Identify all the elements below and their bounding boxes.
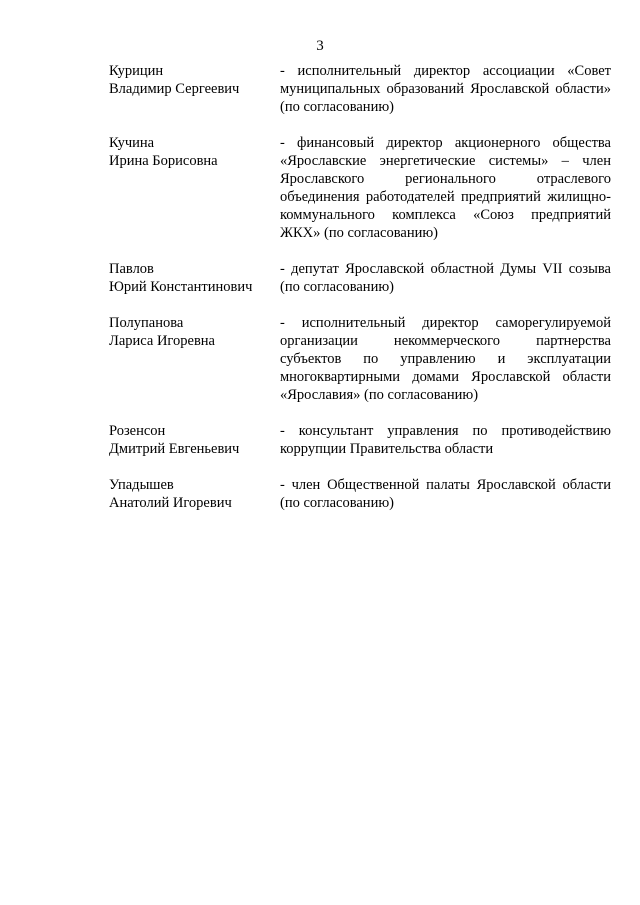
member-description: - исполнительный директор ассоциации «Совет муниципальных образований Ярославской области» (по согласованию) bbox=[280, 63, 611, 115]
member-name bbox=[109, 260, 280, 296]
member-entry bbox=[109, 134, 611, 242]
member-entry bbox=[109, 314, 611, 404]
member-name bbox=[109, 134, 280, 242]
member-description: - исполнительный директор саморегулируемой организации некоммерческого партнерства субъектов по управлению и эксплуатации многоквартирными домами Ярославской области «Ярославия» (по согласованию) bbox=[280, 315, 611, 403]
member-surname: Курицин bbox=[109, 63, 164, 79]
member-surname: Павлов bbox=[109, 261, 154, 277]
member-given-names: Анатолий Игоревич bbox=[109, 495, 232, 511]
page-number: 3 bbox=[316, 38, 324, 54]
member-given-names: Лариса Игоревна bbox=[109, 333, 215, 349]
member-name bbox=[109, 476, 280, 512]
member-entry bbox=[109, 62, 611, 116]
member-surname: Полупанова bbox=[109, 315, 184, 331]
member-entry bbox=[109, 422, 611, 458]
member-description: - депутат Ярославской областной Думы VII созыва (по согласованию) bbox=[280, 261, 611, 295]
member-name bbox=[109, 422, 280, 458]
member-entry bbox=[109, 260, 611, 296]
member-name bbox=[109, 62, 280, 116]
member-surname: Кучина bbox=[109, 135, 155, 151]
member-description: - консультант управления по противодействию коррупции Правительства области bbox=[280, 423, 611, 457]
member-given-names: Владимир Сергеевич bbox=[109, 81, 240, 97]
member-description: - финансовый директор акционерного общества «Ярославские энергетические системы» – член Ярославского регионального отраслевого объединения работодателей предприятий жилищно-коммунального комплекса «Союз предприятий ЖКХ» (по согласованию) bbox=[280, 135, 611, 241]
member-given-names: Юрий Константинович bbox=[109, 279, 253, 295]
member-description: - член Общественной палаты Ярославской области (по согласованию) bbox=[280, 477, 611, 511]
member-list bbox=[109, 62, 611, 530]
member-given-names: Дмитрий Евгеньевич bbox=[109, 441, 240, 457]
member-surname: Упадышев bbox=[109, 477, 174, 493]
member-given-names: Ирина Борисовна bbox=[109, 153, 218, 169]
member-entry bbox=[109, 476, 611, 512]
member-name bbox=[109, 314, 280, 404]
member-surname: Розенсон bbox=[109, 423, 166, 439]
